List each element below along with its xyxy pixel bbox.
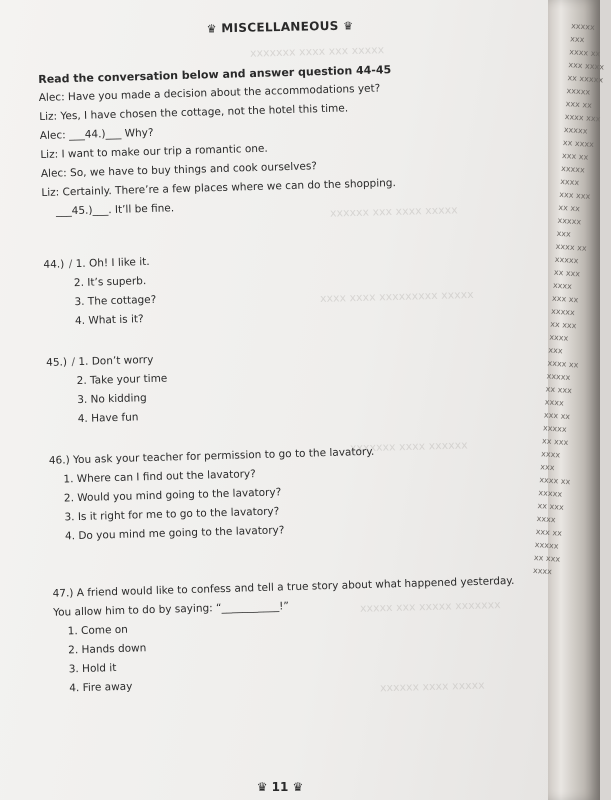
conversation-line: Alec: So, we have to buy things and cook ourselves? [40,160,318,180]
option: 2. It’s superb. [73,275,147,290]
crown-icon: ♛ [343,19,354,33]
option: 2. Hands down [68,642,147,657]
question-prompt-continued: You allow him to do by saying: “___________!” [52,600,290,619]
option: 2. Would you mind going to the lavatory? [63,486,282,505]
page-number: 11 [271,780,289,794]
option: 3. Is it right for me to go to the lavatory? [64,505,280,524]
question-46 [49,438,551,547]
conversation-line: Alec: Have you made a decision about the accommodations yet? [38,82,381,104]
option: 4. Fire away [69,680,133,695]
question-number: 47.) [52,587,74,600]
section-title: MISCELLANEOUS [221,18,339,36]
option: 1. Where can I find out the lavatory? [63,468,256,486]
bleed-through-text: xxxxx xxxxxxxxx xxxx xxxx [319,287,474,306]
question-47 [52,571,555,699]
option: 1. Oh! I like it. [75,255,150,271]
option: 2. Take your time [76,372,168,388]
bleed-through-text: xxxxxxx xxxxx xxx xxxxx [359,598,501,615]
tick-mark-icon: ∕ [68,258,73,271]
conversation-instruction: Read the conversation below and answer question 44-45 [38,63,392,86]
question-44 [43,242,545,332]
question-prompt: A friend would like to confess and tell a true story about what happened yesterday. [76,574,515,600]
worksheet-content [38,56,555,699]
conversation-line: Liz: Yes, I have chosen the cottage, not the hotel this time. [39,102,349,123]
conversation-line: Liz: I want to make our trip a romantic one. [40,142,268,161]
question-45 [46,340,548,430]
option: 4. Have fun [77,411,139,426]
crown-icon: ♛ [206,22,217,36]
page-header [0,14,560,40]
conversation-line: ___45.)___. It’ll be fine. [55,202,175,218]
crown-icon: ♛ [256,780,268,794]
conversation-line: Liz: Certainly. There’re a few places where we can do the shopping. [41,177,396,199]
bleed-through-text: xxxxx xxx xxxx xxxxxxx [249,43,385,60]
tick-mark-icon: ∕ [71,356,76,369]
option: 4. Do you mind me going to the lavatory? [64,524,285,543]
next-page-edge-text: xxxxx xxx xxxx xx xxx xxxx xx xxxxx xxxxx xxx xx xxxx xxx xxxxx xx xxxx xxx xx xxxxx xxxx xxx xxx xx xx xxxxx xxx xxxx xx xxxxx xx xxx xxxx xxx xx xxxxx xx xxx xxxx xxx xxxx xx xxxxx xx xxx xxxx xxx xx xxxxx xx xxx xxxx xxx xxxx xx xxxxx xx xxx xxxx xxx xx xxxxx xx xxx xxxx [532,21,605,577]
bleed-through-text: xxxxx xxxx xxxxxx [379,678,485,695]
option: 3. The cottage? [74,293,157,309]
question-number: 45.) [46,356,68,369]
option: 1. Come on [67,623,129,638]
conversation-line: Alec: ___44.)___ Why? [39,126,154,142]
option: 3. No kidding [77,392,147,407]
bleed-through-text: xxxxxx xxxx xxxxxxx [349,438,468,455]
page-footer [0,780,560,794]
option: 3. Hold it [68,662,117,676]
option: 4. What is it? [74,313,144,328]
crown-icon: ♛ [292,780,304,794]
next-page-edge [532,0,605,800]
option: 1. Don’t worry [78,353,154,368]
question-number: 46.) [48,454,70,467]
question-number: 44.) [43,258,65,271]
question-prompt: You ask your teacher for permission to go to the lavatory. [72,445,375,467]
bleed-through-text: xxxxx xxxx xxx xxxxxx [329,203,458,220]
